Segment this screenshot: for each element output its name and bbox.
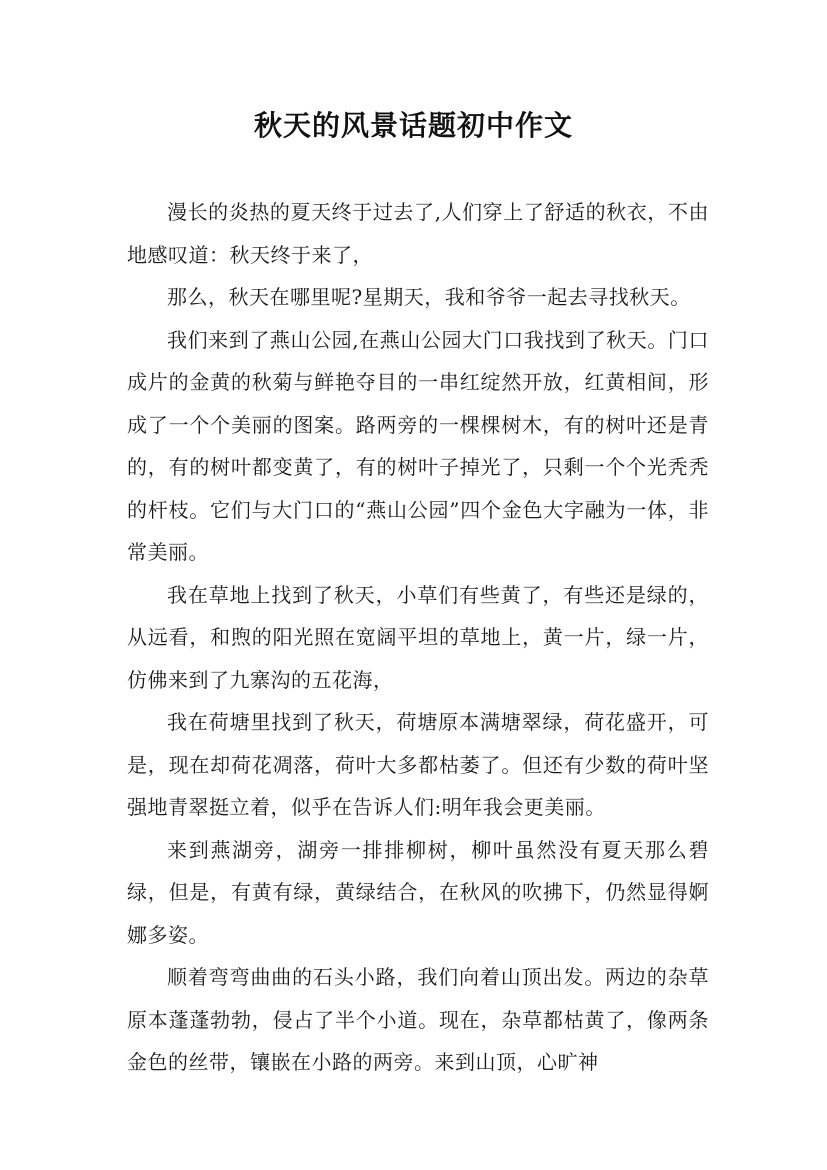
- paragraph: 我在荷塘里找到了秋天，荷塘原本满塘翠绿，荷花盛开，可是，现在却荷花凋落，荷叶大多都枯萎了。但还有少数的荷叶坚强地青翠挺立着，似乎在告诉人们:明年我会更美丽。: [127, 710, 709, 819]
- document-body: [127, 191, 709, 1084]
- paragraph: 顺着弯弯曲曲的石头小路，我们向着山顶出发。两边的杂草原本蓬蓬勃勃，侵占了半个小道。现在，杂草都枯黄了，像两条金色的丝带，镶嵌在小路的两旁。来到山顶，心旷神: [127, 965, 709, 1074]
- paragraph: 我们来到了燕山公园,在燕山公园大门口我找到了秋天。门口成片的金黄的秋菊与鲜艳夺目的一串红绽然开放，红黄相间，形成了一个个美丽的图案。路两旁的一棵棵树木，有的树叶还是青的，有的树叶都变黄了，有的树叶子掉光了，只剩一个个光秃秃的杆枝。它们与大门口的“燕山公园”四个金色大字融为一体，非常美丽。: [127, 327, 709, 564]
- paragraph: 我在草地上找到了秋天，小草们有些黄了，有些还是绿的，从远看，和煦的阳光照在宽阔平坦的草地上，黄一片，绿一片，仿佛来到了九寨沟的五花海，: [127, 582, 709, 692]
- paragraph: 漫长的炎热的夏天终于过去了,人们穿上了舒适的秋衣，不由地感叹道：秋天终于来了，: [127, 200, 709, 267]
- document-title: 秋天的风景话题初中作文: [253, 109, 573, 142]
- paragraph: 来到燕湖旁，湖旁一排排柳树，柳叶虽然没有夏天那么碧绿，但是，有黄有绿，黄绿结合，在秋风的吹拂下，仍然显得婀娜多姿。: [127, 837, 709, 947]
- paragraph: 那么，秋天在哪里呢?星期天，我和爷爷一起去寻找秋天。: [167, 285, 691, 309]
